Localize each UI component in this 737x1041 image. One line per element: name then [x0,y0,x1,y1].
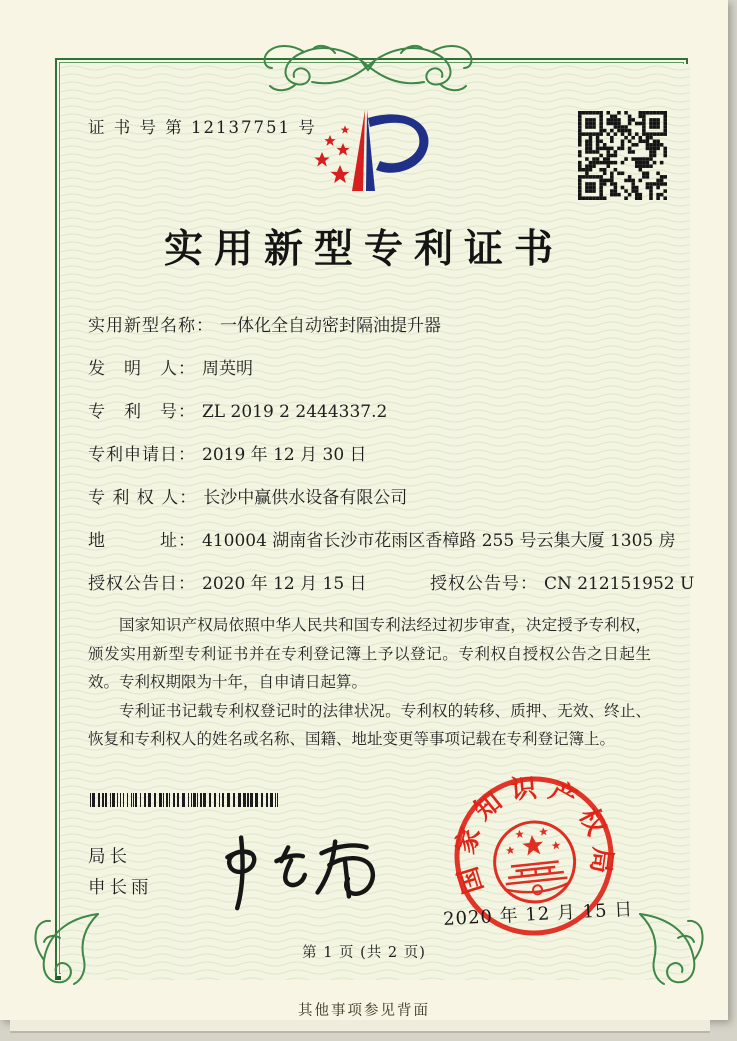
bottom-left-flourish-ornament [26,908,104,990]
page-number: 第 1 页 (共 2 页) [302,945,426,961]
field-value: 周英明 [202,359,253,379]
handwritten-signature-icon [196,818,396,916]
field-label: 专 利 号： [88,402,196,422]
field-label: 专 利 权 人： [88,488,198,508]
field-row-patent-no [88,401,654,423]
field-row-patentee [88,487,654,509]
certificate-title: 实用新型专利证书 [163,226,564,272]
barcode-icon [90,793,278,807]
signer-block [88,842,153,904]
field-row-address [88,530,676,552]
field-value: 2020 年 12 月 15 日 [202,574,367,594]
bottom-right-flourish-ornament [634,908,712,990]
field-row-grant [88,573,695,595]
signer-name: 申长雨 [88,878,153,898]
cnipa-logo-icon [280,98,460,208]
field-label: 授权公告日： [88,574,196,594]
grant-number-value: CN 212151952 U [543,574,695,594]
legal-text [88,611,651,754]
grant-number-label: 授权公告号： [429,574,538,594]
field-label: 地 址： [88,531,196,551]
qr-code-icon [578,111,667,200]
field-row-filing-date [88,444,654,466]
top-flourish-ornament [250,38,486,94]
certificate-number: 证 书 号 第 12137751 号 [88,118,317,137]
field-value: 2019 年 12 月 30 日 [202,445,367,465]
underlying-sheet-edge [10,1020,710,1033]
seal-ring-text: 国家知识产权局 [450,772,618,897]
back-side-note: 其他事项参见背面 [298,1003,430,1019]
field-value: ZL 2019 2 2444337.2 [202,402,388,422]
legal-paragraph-2: 专利证书记载专利权登记时的法律状况。专利权的转移、质押、无效、终止、恢复和专利权人的姓名或名称、国籍、地址变更等事项记载在专利登记簿上。 [88,701,651,748]
field-label: 实用新型名称： [88,316,214,336]
field-label: 发 明 人： [88,359,196,379]
field-value: 一体化全自动密封隔油提升器 [220,316,441,336]
field-row-inventor [88,358,654,380]
seal-date: 2020 年 12 月 15 日 [442,899,634,930]
field-label: 专利申请日： [88,445,196,465]
field-value: 长沙中赢供水设备有限公司 [203,488,408,508]
field-value: 410004 湖南省长沙市花雨区香樟路 255 号云集大厦 1305 房 [202,531,676,551]
field-row-name [88,315,654,337]
field-list [88,315,695,616]
signer-title: 局长 [88,847,131,867]
national-emblem-icon [491,818,579,906]
legal-paragraph-1: 国家知识产权局依照中华人民共和国专利法经过初步审查，决定授予专利权，颁发实用新型专利证书并在专利登记簿上予以登记。专利权自授权公告之日起生效。专利权期限为十年，自申请日起算。 [88,616,651,691]
